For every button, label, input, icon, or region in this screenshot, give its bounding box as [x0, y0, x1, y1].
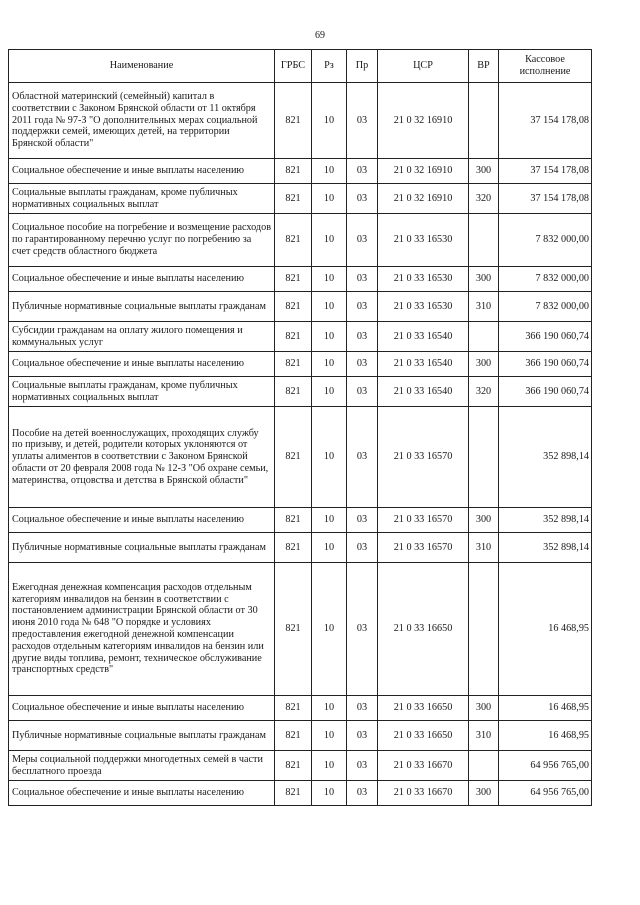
row-vr: 310 — [469, 533, 499, 563]
row-rz: 10 — [312, 696, 347, 721]
row-grbs: 821 — [275, 407, 312, 508]
row-grbs: 821 — [275, 83, 312, 159]
row-grbs: 821 — [275, 781, 312, 806]
row-grbs: 821 — [275, 751, 312, 781]
row-vr — [469, 83, 499, 159]
row-csr: 21 0 33 16540 — [378, 377, 469, 407]
table-row — [9, 322, 592, 352]
row-csr: 21 0 33 16650 — [378, 721, 469, 751]
row-grbs: 821 — [275, 721, 312, 751]
header-name: Наименование — [9, 50, 275, 83]
row-amount: 7 832 000,00 — [499, 267, 592, 292]
header-row — [9, 50, 592, 83]
row-vr: 300 — [469, 352, 499, 377]
row-grbs: 821 — [275, 352, 312, 377]
row-name: Публичные нормативные социальные выплаты гражданам — [9, 292, 275, 322]
row-name: Социальное обеспечение и иные выплаты населению — [9, 352, 275, 377]
row-rz: 10 — [312, 267, 347, 292]
row-vr — [469, 214, 499, 267]
row-vr — [469, 407, 499, 508]
table-row — [9, 696, 592, 721]
row-rz: 10 — [312, 721, 347, 751]
row-pr: 03 — [347, 696, 378, 721]
row-pr: 03 — [347, 781, 378, 806]
row-amount: 16 468,95 — [499, 721, 592, 751]
row-grbs: 821 — [275, 159, 312, 184]
row-amount: 352 898,14 — [499, 407, 592, 508]
row-amount: 16 468,95 — [499, 696, 592, 721]
row-grbs: 821 — [275, 184, 312, 214]
table-row — [9, 533, 592, 563]
row-amount: 64 956 765,00 — [499, 781, 592, 806]
page-number: 69 — [315, 30, 325, 41]
row-rz: 10 — [312, 184, 347, 214]
row-pr: 03 — [347, 292, 378, 322]
header-amount: Кассовое исполнение — [499, 50, 592, 83]
table-row — [9, 781, 592, 806]
row-grbs: 821 — [275, 377, 312, 407]
row-vr: 300 — [469, 159, 499, 184]
row-amount: 7 832 000,00 — [499, 292, 592, 322]
table-row — [9, 292, 592, 322]
row-rz: 10 — [312, 83, 347, 159]
table-row — [9, 352, 592, 377]
row-name: Областной материнский (семейный) капитал в соответствии с Законом Брянской области от 11 октября 2011 года № 97-З "О дополнительных мерах социальной поддержки семей, имеющих детей, на территории Брянской области" — [9, 83, 275, 159]
row-name: Публичные нормативные социальные выплаты гражданам — [9, 533, 275, 563]
table-row — [9, 721, 592, 751]
row-grbs: 821 — [275, 533, 312, 563]
row-rz: 10 — [312, 407, 347, 508]
row-csr: 21 0 32 16910 — [378, 184, 469, 214]
table-row — [9, 214, 592, 267]
row-name: Публичные нормативные социальные выплаты гражданам — [9, 721, 275, 751]
table-row — [9, 377, 592, 407]
row-pr: 03 — [347, 184, 378, 214]
row-amount: 37 154 178,08 — [499, 83, 592, 159]
budget-table — [8, 49, 592, 806]
row-grbs: 821 — [275, 696, 312, 721]
row-csr: 21 0 32 16910 — [378, 83, 469, 159]
row-rz: 10 — [312, 377, 347, 407]
row-csr: 21 0 33 16570 — [378, 407, 469, 508]
row-grbs: 821 — [275, 563, 312, 696]
row-vr: 320 — [469, 377, 499, 407]
row-csr: 21 0 33 16650 — [378, 696, 469, 721]
row-rz: 10 — [312, 563, 347, 696]
row-pr: 03 — [347, 377, 378, 407]
row-name: Пособие на детей военнослужащих, проходящих службу по призыву, и детей, родители которых уклоняются от уплаты алиментов в соответствии с Законом Брянской области от 20 февраля 2008 года № 12-З "Об охране семьи, материнства, отцовства и детства в Брянской области" — [9, 407, 275, 508]
row-pr: 03 — [347, 214, 378, 267]
row-pr: 03 — [347, 352, 378, 377]
row-vr — [469, 322, 499, 352]
table-row — [9, 751, 592, 781]
table-body — [9, 83, 592, 806]
row-csr: 21 0 33 16540 — [378, 322, 469, 352]
table-row — [9, 159, 592, 184]
row-rz: 10 — [312, 781, 347, 806]
table-row — [9, 83, 592, 159]
row-rz: 10 — [312, 322, 347, 352]
row-amount: 352 898,14 — [499, 533, 592, 563]
row-vr: 310 — [469, 721, 499, 751]
row-amount: 366 190 060,74 — [499, 352, 592, 377]
row-name: Социальное обеспечение и иные выплаты населению — [9, 696, 275, 721]
row-name: Социальное обеспечение и иные выплаты населению — [9, 508, 275, 533]
row-rz: 10 — [312, 292, 347, 322]
row-grbs: 821 — [275, 322, 312, 352]
row-pr: 03 — [347, 563, 378, 696]
row-amount: 352 898,14 — [499, 508, 592, 533]
row-amount: 7 832 000,00 — [499, 214, 592, 267]
row-csr: 21 0 33 16530 — [378, 267, 469, 292]
header-grbs: ГРБС — [275, 50, 312, 83]
row-pr: 03 — [347, 407, 378, 508]
row-grbs: 821 — [275, 292, 312, 322]
row-csr: 21 0 33 16570 — [378, 508, 469, 533]
row-pr: 03 — [347, 83, 378, 159]
row-name: Ежегодная денежная компенсация расходов отдельным категориям инвалидов на бензин в соответствии с постановлением администрации Брянской области от 30 июня 2010 года № 648 "О порядке и условиях предоставления ежегодной денежной компенсации расходов отдельным категориям инвалидов на бензин или другие виды топлива, ремонт, техническое обслуживание транспортных средств" — [9, 563, 275, 696]
row-rz: 10 — [312, 751, 347, 781]
row-name: Социальное обеспечение и иные выплаты населению — [9, 159, 275, 184]
row-csr: 21 0 33 16540 — [378, 352, 469, 377]
header-pr: Пр — [347, 50, 378, 83]
row-name: Социальное пособие на погребение и возмещение расходов по гарантированному перечню услуг по погребению за счет средств областного бюджета — [9, 214, 275, 267]
row-amount: 37 154 178,08 — [499, 184, 592, 214]
table-row — [9, 563, 592, 696]
row-rz: 10 — [312, 508, 347, 533]
row-name: Социальные выплаты гражданам, кроме публичных нормативных социальных выплат — [9, 377, 275, 407]
row-rz: 10 — [312, 533, 347, 563]
row-vr — [469, 563, 499, 696]
row-pr: 03 — [347, 533, 378, 563]
header-csr: ЦСР — [378, 50, 469, 83]
table-row — [9, 508, 592, 533]
row-amount: 16 468,95 — [499, 563, 592, 696]
row-pr: 03 — [347, 508, 378, 533]
row-rz: 10 — [312, 214, 347, 267]
table-row — [9, 407, 592, 508]
row-vr: 320 — [469, 184, 499, 214]
row-pr: 03 — [347, 159, 378, 184]
row-name: Меры социальной поддержки многодетных семей в части бесплатного проезда — [9, 751, 275, 781]
table-row — [9, 184, 592, 214]
row-vr: 310 — [469, 292, 499, 322]
row-pr: 03 — [347, 267, 378, 292]
row-vr: 300 — [469, 696, 499, 721]
row-name: Социальное обеспечение и иные выплаты населению — [9, 267, 275, 292]
row-vr: 300 — [469, 508, 499, 533]
row-pr: 03 — [347, 322, 378, 352]
row-name: Социальные выплаты гражданам, кроме публичных нормативных социальных выплат — [9, 184, 275, 214]
row-rz: 10 — [312, 159, 347, 184]
row-grbs: 821 — [275, 508, 312, 533]
row-name: Субсидии гражданам на оплату жилого помещения и коммунальных услуг — [9, 322, 275, 352]
row-amount: 366 190 060,74 — [499, 377, 592, 407]
row-csr: 21 0 33 16530 — [378, 214, 469, 267]
row-pr: 03 — [347, 751, 378, 781]
header-vr: ВР — [469, 50, 499, 83]
row-csr: 21 0 33 16650 — [378, 563, 469, 696]
row-csr: 21 0 33 16670 — [378, 781, 469, 806]
row-amount: 64 956 765,00 — [499, 751, 592, 781]
row-grbs: 821 — [275, 214, 312, 267]
row-csr: 21 0 33 16670 — [378, 751, 469, 781]
row-vr — [469, 751, 499, 781]
table-row — [9, 267, 592, 292]
row-csr: 21 0 32 16910 — [378, 159, 469, 184]
row-rz: 10 — [312, 352, 347, 377]
row-vr: 300 — [469, 267, 499, 292]
row-name: Социальное обеспечение и иные выплаты населению — [9, 781, 275, 806]
row-grbs: 821 — [275, 267, 312, 292]
row-vr: 300 — [469, 781, 499, 806]
row-pr: 03 — [347, 721, 378, 751]
row-amount: 37 154 178,08 — [499, 159, 592, 184]
header-rz: Рз — [312, 50, 347, 83]
row-csr: 21 0 33 16530 — [378, 292, 469, 322]
row-csr: 21 0 33 16570 — [378, 533, 469, 563]
row-amount: 366 190 060,74 — [499, 322, 592, 352]
